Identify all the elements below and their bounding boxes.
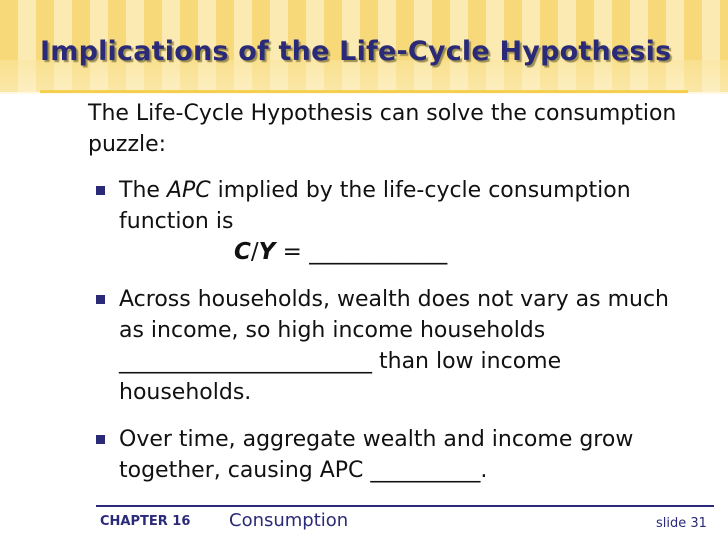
- footer-rule: [96, 505, 714, 507]
- bullet-marker: [96, 295, 105, 304]
- bullet-text: Across households, wealth does not vary as much as income, so high income households _______________________ than low income households.: [119, 287, 669, 405]
- bullet-over-time: [96, 424, 679, 486]
- bullet-apc: [96, 175, 679, 268]
- footer-topic: Consumption: [229, 510, 349, 531]
- footer-chapter: CHAPTER 16: [100, 514, 191, 529]
- apc-formula: C/Y = ____________: [234, 239, 448, 265]
- bullet-text: Over time, aggregate wealth and income grow together, causing APC __________.: [119, 427, 634, 483]
- bullet-households: [96, 284, 679, 408]
- bullet-text: The APC implied by the life-cycle consumption function is C/Y = ____________: [119, 175, 679, 268]
- apc-term: APC: [166, 178, 211, 203]
- bullet-marker: [96, 435, 105, 444]
- title-rule: [40, 90, 688, 93]
- slide-number: slide 31: [656, 516, 707, 531]
- bullet-marker: [96, 186, 105, 195]
- intro-text: The Life-Cycle Hypothesis can solve the consumption puzzle:: [88, 101, 677, 157]
- slide-title: Implications of the Life-Cycle Hypothesis: [40, 36, 672, 67]
